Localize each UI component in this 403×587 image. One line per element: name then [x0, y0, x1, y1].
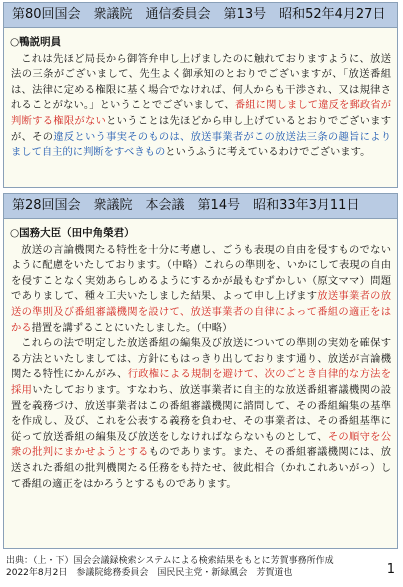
s2-p1-seg-0: 放送の言論機関たる特性を十分に考慮し、ごうも表現の自由を侵すものでないように配慮をいたしております。（中略）これらの準則を、いかにして表現の自由を侵すことなく実効あらしめるようにするかが最もむずかしい（原文ママ）問題でありまして、種々工夫いたしました結果、よって申し上げます — [11, 243, 391, 303]
section-2-paragraph-1 — [11, 243, 391, 337]
page-number: 1 — [386, 562, 395, 577]
source-footer — [6, 555, 366, 579]
section-1-header: 第80回国会 衆議院 通信委員会 第13号 昭和52年4月27日 — [4, 3, 397, 28]
source-line-1: 出典：（上・下）国会会議録検索システムによる検索結果をもとに芳賀事務所作成 — [6, 556, 334, 566]
s2-p1-seg-2: 措置を講ずることにいたしました。（中略） — [31, 321, 233, 334]
section-1 — [3, 2, 398, 188]
s2-p2-seg-1: 行政権による規制を避けて、次のごとき自律的な方法を採用 — [11, 368, 391, 396]
s2-p2-seg-4: ものであります。また、その番組審議機関には、放送された番組の批判機関たる任務をも持たせ、彼此相合（かれこれあいがっ）して番組の適正をはかろうとするものであります。 — [11, 446, 391, 490]
section-2-header: 第28回国会 衆議院 本会議 第14号 昭和33年3月11日 — [4, 194, 397, 219]
s1-seg-3: 違反という事実そのものは、放送事業者がこの放送法三条の趣旨によりまして自主的に判断をすべきもの — [11, 130, 392, 159]
s1-seg-0: これは先ほど局長から御答弁申し上げましたのに触れておりますように、放送法の三条がございまして、先生よく御承知のとおりでございますが、「放送番組は、法律に定める権限に基く場合でなければ、何人からも干渉され、又は規律されることがない。」ということでございまして、 — [11, 52, 391, 112]
section-1-text — [11, 52, 391, 161]
section-1-speaker: ○鴨説明員 — [10, 36, 62, 48]
section-2 — [3, 193, 398, 549]
section-2-speaker: ○国務大臣（田中角榮君） — [10, 227, 135, 239]
s1-seg-2: ということは先ほどから申し上げているとおりでございますが、その — [11, 114, 392, 143]
s1-seg-4: というふうに考えているわけでございます。 — [165, 146, 371, 159]
s1-seg-1: 番組に関しまして違反を郵政省が判断する権限がない — [11, 99, 391, 127]
section-2-paragraph-2 — [11, 336, 391, 492]
s2-p2-seg-2: いたしております。すなわち、放送事業者に自主的な放送番組審議機関の設置を義務づけ、放送事業者はこの番組審議機関に諮問して、その番組編集の基準を作成し、及び、これを公表する義務を負わせ、その事業者は、その番組基準に従って放送番組の編集及び放送をしなければならないものとして、 — [11, 383, 392, 443]
source-line-2: 2022年8月2日 参議院総務委員会 国民民主党・新緑風会 芳賀道也 — [6, 568, 293, 578]
s2-p2-seg-0: これらの法で明定した放送番組の編集及び放送についての準則の実効を確保する方法といたしましては、方針にもはっきり出しております通り、放送が言論機関たる特性にかんがみ、 — [11, 337, 391, 381]
s2-p2-seg-3: その順守を公衆の批判にまかせようとする — [11, 430, 391, 459]
s2-p1-seg-1: 放送事業者の放送の準則及び番組審議機関を設けて、放送事業者の自律によって番組の適正をはかる — [11, 290, 392, 334]
